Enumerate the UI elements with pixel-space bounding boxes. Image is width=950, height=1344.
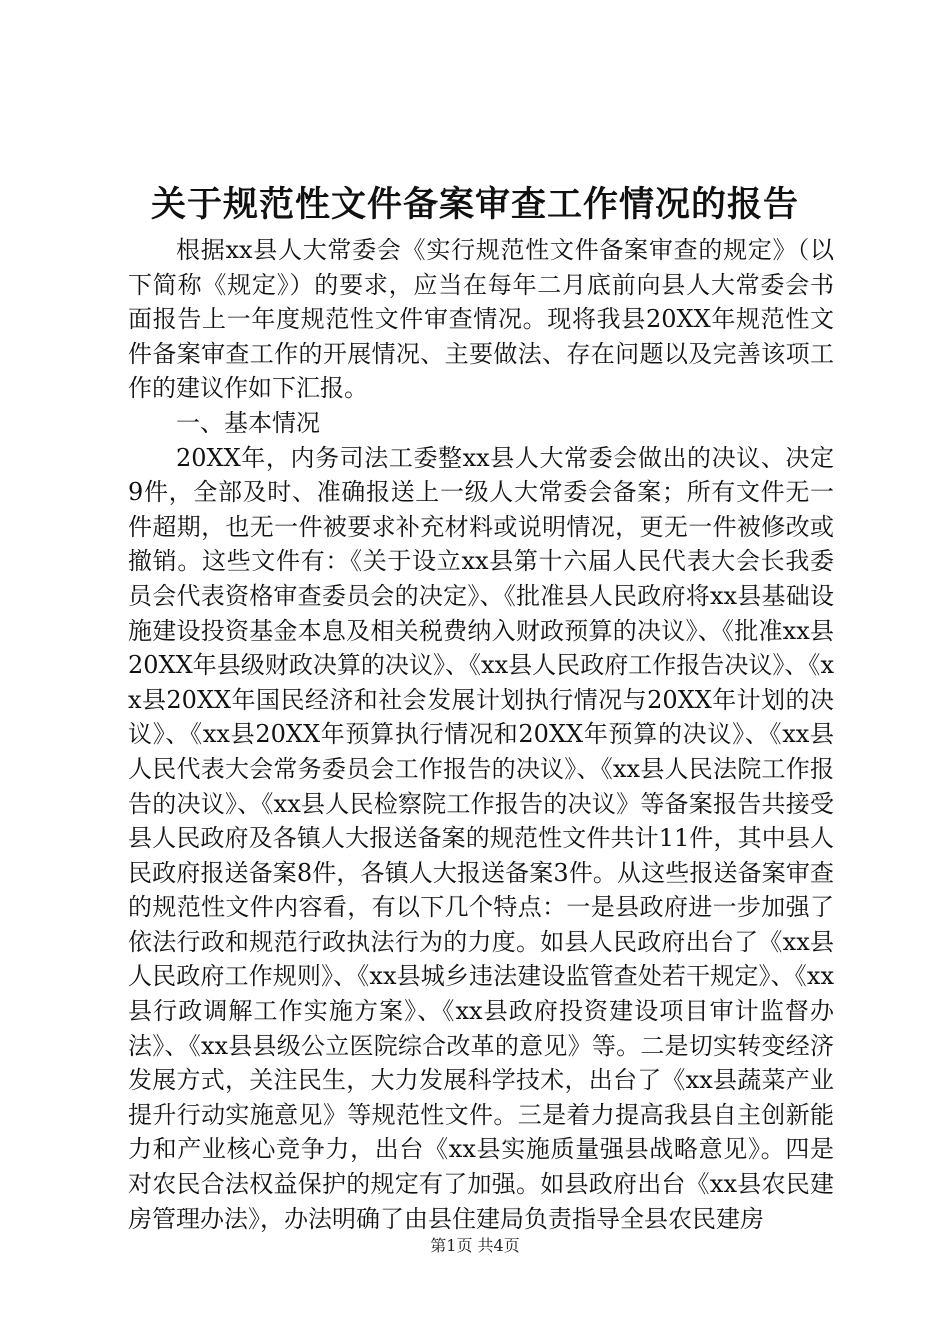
- document-title: 关于规范性文件备案审查工作情况的报告: [150, 184, 799, 225]
- section-heading-basic-situation: 一、基本情况: [176, 408, 320, 437]
- intro-paragraph: 根据xx县人大常委会《实行规范性文件备案审查的规定》（以下简称《规定》）的要求，应当在每年二月底前向县人大常委会书面报告上一年度规范性文件审查情况。现将我县20XX年规范性文件备案审查工作的开展情况、主要做法、存在问题以及完善该项工作的建议作如下汇报。: [128, 236, 834, 403]
- basic-situation-paragraph: 20XX年，内务司法工委整xx县人大常委会做出的决议、决定9件，全部及时、准确报送上一级人大常委会备案；所有文件无一件超期，也无一件被要求补充材料或说明情况，更无一件被修改或撤销。这些文件有：《关于设立xx县第十六届人民代表大会长我委员会代表资格审查委员会的决定》、《批准县人民政府将xx县基础设施建设投资基金本息及相关税费纳入财政预算的决议》、《批准xx县20XX年县级财政决算的决议》、《xx县人民政府工作报告决议》、《xx县20XX年国民经济和社会发展计划执行情况与20XX年计划的决议》、《xx县20XX年预算执行情况和20XX年预算的决议》、《xx县人民代表大会常务委员会工作报告的决议》、《xx县人民法院工作报告的决议》、《xx县人民检察院工作报告的决议》等备案报告共接受县人民政府及各镇人大报送备案的规范性文件共计11件，其中县人民政府报送备案8件，各镇人大报送备案3件。从这些报送备案审查的规范性文件内容看，有以下几个特点：一是县政府进一步加强了依法行政和规范行政执法行为的力度。如县人民政府出台了《xx县人民政府工作规则》、《xx县城乡违法建设监管查处若干规定》、《xx县行政调解工作实施方案》、《xx县政府投资建设项目审计监督办法》、《xx县县级公立医院综合改革的意见》等。二是切实转变经济发展方式，关注民生，大力发展科学技术，出台了《xx县蔬菜产业提升行动实施意见》等规范性文件。三是着力提高我县自主创新能力和产业核心竞争力，出台《xx县实施质量强县战略意见》。四是对农民合法权益保护的规定有了加强。如县政府出台《xx县农民建房管理办法》，办法明确了由县住建局负责指导全县农民建房: [128, 443, 834, 1233]
- page-number-footer: 第1页 共4页: [430, 1236, 520, 1255]
- document-body: [128, 233, 834, 1236]
